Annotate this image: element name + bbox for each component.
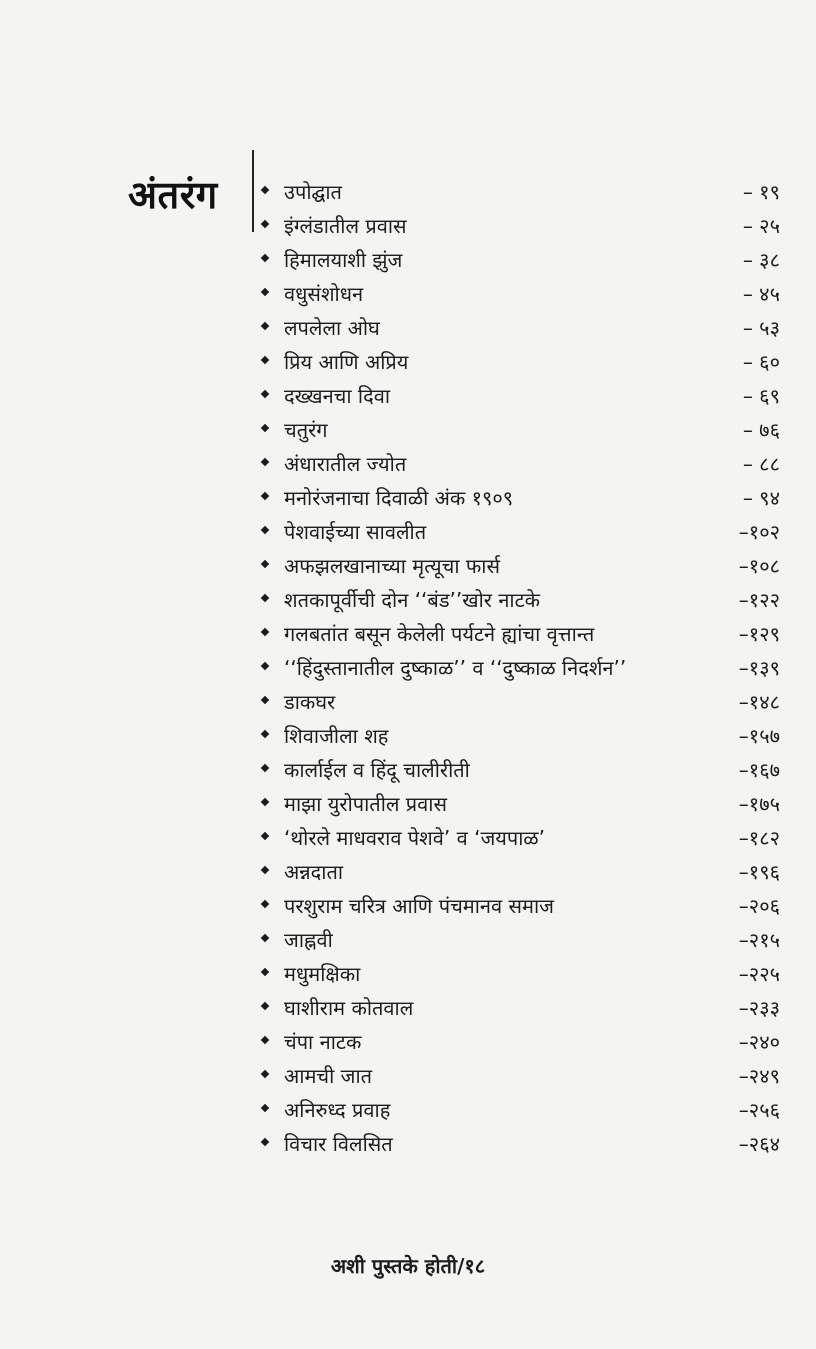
bullet-icon bbox=[261, 662, 269, 670]
toc-entry-page: –२६४ bbox=[738, 1132, 780, 1156]
toc-entry bbox=[0, 552, 816, 586]
bullet-icon bbox=[261, 458, 269, 466]
toc-entry-page: – ६९ bbox=[742, 384, 780, 408]
toc-entry-page: – ५३ bbox=[742, 316, 780, 340]
toc-entry bbox=[0, 824, 816, 858]
bullet-icon bbox=[261, 1104, 269, 1112]
toc-entry-title: घाशीराम कोतवाल bbox=[284, 996, 414, 1020]
toc-entry-title: हिमालयाशी झुंज bbox=[284, 248, 403, 272]
bullet-icon bbox=[261, 1002, 269, 1010]
toc-entry bbox=[0, 450, 816, 484]
bullet-icon bbox=[261, 1036, 269, 1044]
bullet-icon bbox=[261, 254, 269, 262]
toc-entry-title: विचार विलसित bbox=[284, 1132, 393, 1156]
bullet-icon bbox=[261, 696, 269, 704]
toc-entry bbox=[0, 892, 816, 926]
toc-entry-page: –१३९ bbox=[738, 656, 780, 680]
bullet-icon bbox=[261, 186, 269, 194]
toc-entry-page: –१८२ bbox=[738, 826, 780, 850]
toc-entry-page: – ६० bbox=[742, 350, 780, 374]
toc-entry-page: – ७६ bbox=[742, 418, 780, 442]
page-footer: अशी पुस्तके होती/१८ bbox=[330, 1254, 486, 1278]
toc-entry-page: –२१५ bbox=[738, 928, 780, 952]
bullet-icon bbox=[261, 322, 269, 330]
toc-entry-title: चंपा नाटक bbox=[284, 1030, 362, 1054]
bullet-icon bbox=[261, 968, 269, 976]
toc-entry-page: –२२५ bbox=[738, 962, 780, 986]
toc-entry-page: –१७५ bbox=[738, 792, 780, 816]
toc-entry bbox=[0, 654, 816, 688]
toc-entry bbox=[0, 212, 816, 246]
toc-entry bbox=[0, 960, 816, 994]
bullet-icon bbox=[261, 730, 269, 738]
toc-entry-title: चतुरंग bbox=[284, 418, 328, 442]
toc-entry-title: अन्नदाता bbox=[284, 860, 344, 884]
bullet-icon bbox=[261, 934, 269, 942]
toc-entry-page: – ३८ bbox=[742, 248, 780, 272]
toc-entry bbox=[0, 518, 816, 552]
toc-entry bbox=[0, 484, 816, 518]
toc-entry-title: मधुमक्षिका bbox=[284, 962, 361, 986]
toc-entry bbox=[0, 620, 816, 654]
toc-entry-title: इंग्लंडातील प्रवास bbox=[284, 214, 407, 238]
toc-entry-page: –१०२ bbox=[738, 520, 780, 544]
toc-entry-page: –२३३ bbox=[738, 996, 780, 1020]
toc-entry-page: –२४९ bbox=[738, 1064, 780, 1088]
toc-entry-page: –१५७ bbox=[738, 724, 780, 748]
toc-entry-page: –१२२ bbox=[738, 588, 780, 612]
bullet-icon bbox=[261, 900, 269, 908]
toc-entry-title: पेशवाईच्या सावलीत bbox=[284, 520, 427, 544]
toc-entry-title: दख्खनचा दिवा bbox=[284, 384, 391, 408]
toc-entry bbox=[0, 586, 816, 620]
toc-entry bbox=[0, 688, 816, 722]
toc-entry-title: लपलेला ओघ bbox=[284, 316, 380, 340]
toc-entry-title: ‘‘हिंदुस्तानातील दुष्काळ’’ व ‘‘दुष्काळ निदर्शन’’ bbox=[284, 656, 627, 680]
toc-entry bbox=[0, 1062, 816, 1096]
bullet-icon bbox=[261, 424, 269, 432]
toc-entry bbox=[0, 348, 816, 382]
toc-entry bbox=[0, 722, 816, 756]
toc-entry-page: – ४५ bbox=[742, 282, 780, 306]
toc-entry bbox=[0, 858, 816, 892]
section-heading: अंतरंग bbox=[128, 172, 218, 217]
toc-entry-title: माझा युरोपातील प्रवास bbox=[284, 792, 447, 816]
bullet-icon bbox=[261, 220, 269, 228]
bullet-icon bbox=[261, 866, 269, 874]
toc-entry-page: – ९४ bbox=[742, 486, 780, 510]
toc-entry-title: वधुसंशोधन bbox=[284, 282, 364, 306]
toc-entry bbox=[0, 994, 816, 1028]
toc-entry-page: – ८८ bbox=[742, 452, 780, 476]
bullet-icon bbox=[261, 832, 269, 840]
toc-entry-page: –२५६ bbox=[738, 1098, 780, 1122]
toc-entry-page: –१९६ bbox=[738, 860, 780, 884]
toc-entry bbox=[0, 1096, 816, 1130]
toc-entry-title: आमची जात bbox=[284, 1064, 373, 1088]
toc-entry-title: शतकापूर्वीची दोन ‘‘बंड’’खोर नाटके bbox=[284, 588, 541, 612]
toc-entry bbox=[0, 1028, 816, 1062]
toc-entry-page: –२४० bbox=[738, 1030, 780, 1054]
toc-entry bbox=[0, 756, 816, 790]
toc-entry-title: डाकघर bbox=[284, 690, 336, 714]
toc-entry bbox=[0, 416, 816, 450]
toc-entry bbox=[0, 178, 816, 212]
toc-entry-title: उपोद्घात bbox=[284, 180, 342, 204]
bullet-icon bbox=[261, 390, 269, 398]
bullet-icon bbox=[261, 288, 269, 296]
bullet-icon bbox=[261, 1138, 269, 1146]
toc-entry-title: अफझलखानाच्या मृत्यूचा फार्स bbox=[284, 554, 500, 578]
toc-entry bbox=[0, 926, 816, 960]
toc-entry bbox=[0, 314, 816, 348]
toc-entry-title: शिवाजीला शह bbox=[284, 724, 389, 748]
toc-entry bbox=[0, 1130, 816, 1164]
toc-entry-page: – १९ bbox=[742, 180, 780, 204]
toc-entry-page: –१०८ bbox=[738, 554, 780, 578]
toc-entry-page: –१२९ bbox=[738, 622, 780, 646]
toc-entry bbox=[0, 790, 816, 824]
toc-entry-title: ‘थोरले माधवराव पेशवे’ व ‘जयपाळ’ bbox=[284, 826, 545, 850]
toc-entry-page: –२०६ bbox=[738, 894, 780, 918]
toc-entry-page: –१४८ bbox=[738, 690, 780, 714]
bullet-icon bbox=[261, 356, 269, 364]
bullet-icon bbox=[261, 798, 269, 806]
toc-entry-title: मनोरंजनाचा दिवाळी अंक १९०९ bbox=[284, 486, 514, 510]
toc-entry bbox=[0, 280, 816, 314]
bullet-icon bbox=[261, 492, 269, 500]
bullet-icon bbox=[261, 1070, 269, 1078]
toc-entry-title: गलबतांत बसून केलेली पर्यटने ह्यांचा वृत्तान्त bbox=[284, 622, 595, 646]
bullet-icon bbox=[261, 764, 269, 772]
toc-entry-title: अनिरुध्द प्रवाह bbox=[284, 1098, 391, 1122]
bullet-icon bbox=[261, 628, 269, 636]
toc-entry bbox=[0, 246, 816, 280]
toc-entry bbox=[0, 382, 816, 416]
toc-entry-title: जाह्नवी bbox=[284, 928, 333, 952]
toc-entry-page: –१६७ bbox=[738, 758, 780, 782]
bullet-icon bbox=[261, 526, 269, 534]
toc-entry-page: – २५ bbox=[742, 214, 780, 238]
bullet-icon bbox=[261, 594, 269, 602]
bullet-icon bbox=[261, 560, 269, 568]
toc-entry-title: प्रिय आणि अप्रिय bbox=[284, 350, 409, 374]
toc-entry-title: अंधारातील ज्योत bbox=[284, 452, 407, 476]
toc-entry-title: कार्लाईल व हिंदू चालीरीती bbox=[284, 758, 470, 782]
toc-entry-title: परशुराम चरित्र आणि पंचमानव समाज bbox=[284, 894, 554, 918]
